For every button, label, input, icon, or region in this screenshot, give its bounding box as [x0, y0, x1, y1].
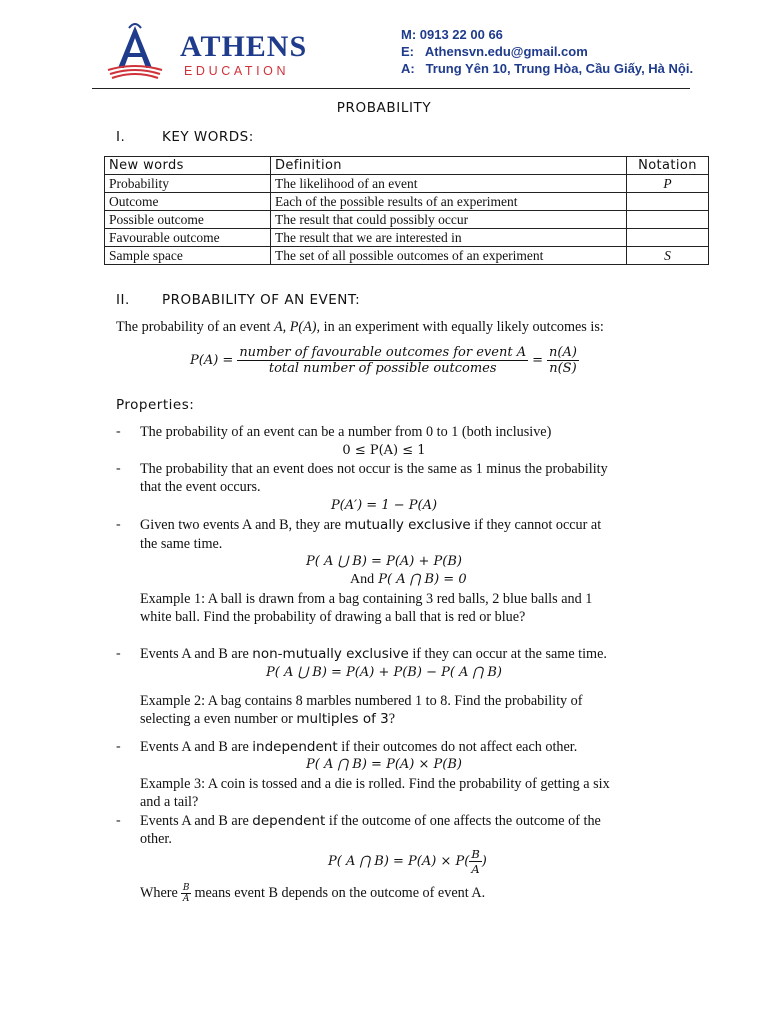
term-mutually-exclusive: mutually exclusive [344, 517, 471, 533]
p3-and: And [350, 572, 375, 587]
p5-line1 [140, 739, 577, 756]
table-cell: Favourable outcome [105, 229, 271, 247]
p6-fraction [469, 847, 481, 876]
formula-equals: = [532, 353, 543, 368]
intro-pre: The probability of an event [116, 319, 271, 335]
bullet-dash: - [116, 646, 121, 661]
formula-denominator-short: n(S) [547, 360, 579, 376]
intro-text [116, 319, 604, 336]
p3-post: if they cannot occur at [474, 517, 602, 533]
p5-post: if their outcomes do not affect each other. [341, 739, 578, 755]
section-2-title: PROBABILITY OF AN EVENT: [162, 292, 361, 308]
p6-line1 [140, 813, 601, 830]
table-cell: P [627, 175, 709, 193]
example-3-line2: and a tail? [140, 794, 199, 810]
page-title: PROBABILITY [336, 100, 432, 116]
p6-pre: Events A and B are [140, 813, 249, 829]
key-words-table [104, 156, 709, 265]
term-dependent: dependent [252, 813, 326, 829]
p3-pre: Given two events A and B, they are [140, 517, 341, 533]
where-frac-num: B [182, 883, 190, 893]
p2-math: P(A′) = 1 − P(A) [330, 498, 438, 513]
table-row [105, 211, 709, 229]
table-cell: Possible outcome [105, 211, 271, 229]
table-cell: Outcome [105, 193, 271, 211]
properties-heading: Properties: [116, 397, 195, 413]
formula-fraction-short [547, 345, 579, 376]
p6-frac-num: B [471, 847, 480, 861]
example-1-line1: Example 1: A ball is drawn from a bag containing 3 red balls, 2 blue balls and 1 [140, 591, 593, 607]
p6-math [328, 847, 487, 876]
table-cell [627, 193, 709, 211]
bullet-dash: - [116, 813, 121, 828]
p2-line2: that the event occurs. [140, 479, 261, 495]
example-3-line1: Example 3: A coin is tossed and a die is rolled. Find the probability of getting a six [140, 776, 610, 792]
intro-post: in an experiment with equally likely outcomes is: [323, 319, 604, 335]
table-row [105, 247, 709, 265]
formula-denominator: total number of possible outcomes [237, 360, 528, 376]
probability-formula [190, 345, 579, 376]
table-cell [627, 211, 709, 229]
table-cell [627, 229, 709, 247]
brand-name: ATHENS [180, 30, 308, 63]
contact-email-label: E: [401, 44, 414, 59]
p4-line1 [140, 646, 607, 663]
section-1-number: I. [116, 129, 126, 145]
p3-math2-row [350, 572, 467, 588]
bullet-dash: - [116, 517, 121, 532]
formula-numerator: number of favourable outcomes for event A [239, 345, 527, 360]
bullet-dash: - [116, 461, 121, 476]
formula-fraction [237, 345, 528, 376]
term-non-mutually-exclusive: non-mutually exclusive [252, 646, 409, 662]
p3-math2: P( A ⋂ B) = 0 [378, 572, 467, 587]
table-cell: Sample space [105, 247, 271, 265]
intro-event-a: A, [273, 319, 287, 335]
table-header: New words [105, 157, 271, 175]
term-independent: independent [252, 739, 338, 755]
bullet-dash: - [116, 739, 121, 754]
example-2-line2 [140, 711, 395, 728]
contact-phone: M: 0913 22 00 66 [401, 27, 503, 42]
intro-pa: P(A), [289, 319, 321, 335]
p6-line2: other. [140, 831, 172, 847]
p6-math-post: ) [481, 854, 487, 869]
where-label: Where [140, 885, 178, 901]
brand-tagline: EDUCATION [184, 64, 290, 78]
contact-address-label: A: [401, 61, 415, 76]
contact-address: Trung Yên 10, Trung Hòa, Cầu Giấy, Hà Nội. [425, 61, 694, 76]
p3-line1 [140, 517, 601, 534]
example-1-line2: white ball. Find the probability of drawing a ball that is red or blue? [140, 609, 526, 625]
where-fraction [181, 883, 192, 904]
bullet-dash: - [116, 424, 121, 439]
where-post: means event B depends on the outcome of event A. [194, 885, 486, 901]
table-cell: The result that we are interested in [271, 229, 627, 247]
example-2-pre: selecting a even number or [140, 711, 293, 727]
p4-pre: Events A and B are [140, 646, 249, 662]
p6-frac-den: A [469, 861, 481, 876]
header-divider [92, 88, 690, 89]
table-header-row [105, 157, 709, 175]
p1-math: 0 ≤ P(A) ≤ 1 [342, 443, 426, 458]
section-2-number: II. [116, 292, 130, 308]
p3-math1: P( A ⋃ B) = P(A) + P(B) [306, 554, 462, 569]
table-cell: The set of all possible outcomes of an experiment [271, 247, 627, 265]
athens-logo-icon [104, 22, 166, 82]
contact-address-row [401, 61, 693, 76]
table-cell: Each of the possible results of an experiment [271, 193, 627, 211]
table-row [105, 229, 709, 247]
p2-line1: The probability that an event does not occur is the same as 1 minus the probability [140, 461, 608, 477]
contact-email[interactable]: Athensvn.edu@gmail.com [424, 44, 588, 59]
table-row [105, 175, 709, 193]
p5-math: P( A ⋂ B) = P(A) × P(B) [306, 757, 462, 772]
section-1-title: KEY WORDS: [162, 129, 254, 145]
p6-post: if the outcome of one affects the outcome of the [328, 813, 601, 829]
p6-math-pre: P( A ⋂ B) = P(A) × P( [328, 854, 470, 869]
p3-line2: the same time. [140, 536, 223, 552]
table-cell: S [627, 247, 709, 265]
table-cell: The likelihood of an event [271, 175, 627, 193]
table-header: Definition [271, 157, 627, 175]
where-frac-den: A [181, 893, 192, 904]
p5-pre: Events A and B are [140, 739, 249, 755]
example-2-line1: Example 2: A bag contains 8 marbles numbered 1 to 8. Find the probability of [140, 693, 583, 709]
table-header: Notation [627, 157, 709, 175]
where-line [140, 883, 485, 904]
p4-math: P( A ⋃ B) = P(A) + P(B) − P( A ⋂ B) [266, 665, 502, 680]
table-cell: Probability [105, 175, 271, 193]
p4-post: if they can occur at the same time. [412, 646, 607, 662]
formula-numerator-short: n(A) [549, 345, 577, 360]
p1-text: The probability of an event can be a number from 0 to 1 (both inclusive) [140, 424, 552, 440]
table-row [105, 193, 709, 211]
formula-lhs: P(A) = [190, 353, 234, 368]
athens-logo [104, 22, 166, 82]
table-cell: The result that could possibly occur [271, 211, 627, 229]
term-multiples-of-3: multiples of 3 [296, 711, 389, 727]
example-2-post: ? [388, 711, 396, 727]
contact-email-row [401, 44, 588, 59]
